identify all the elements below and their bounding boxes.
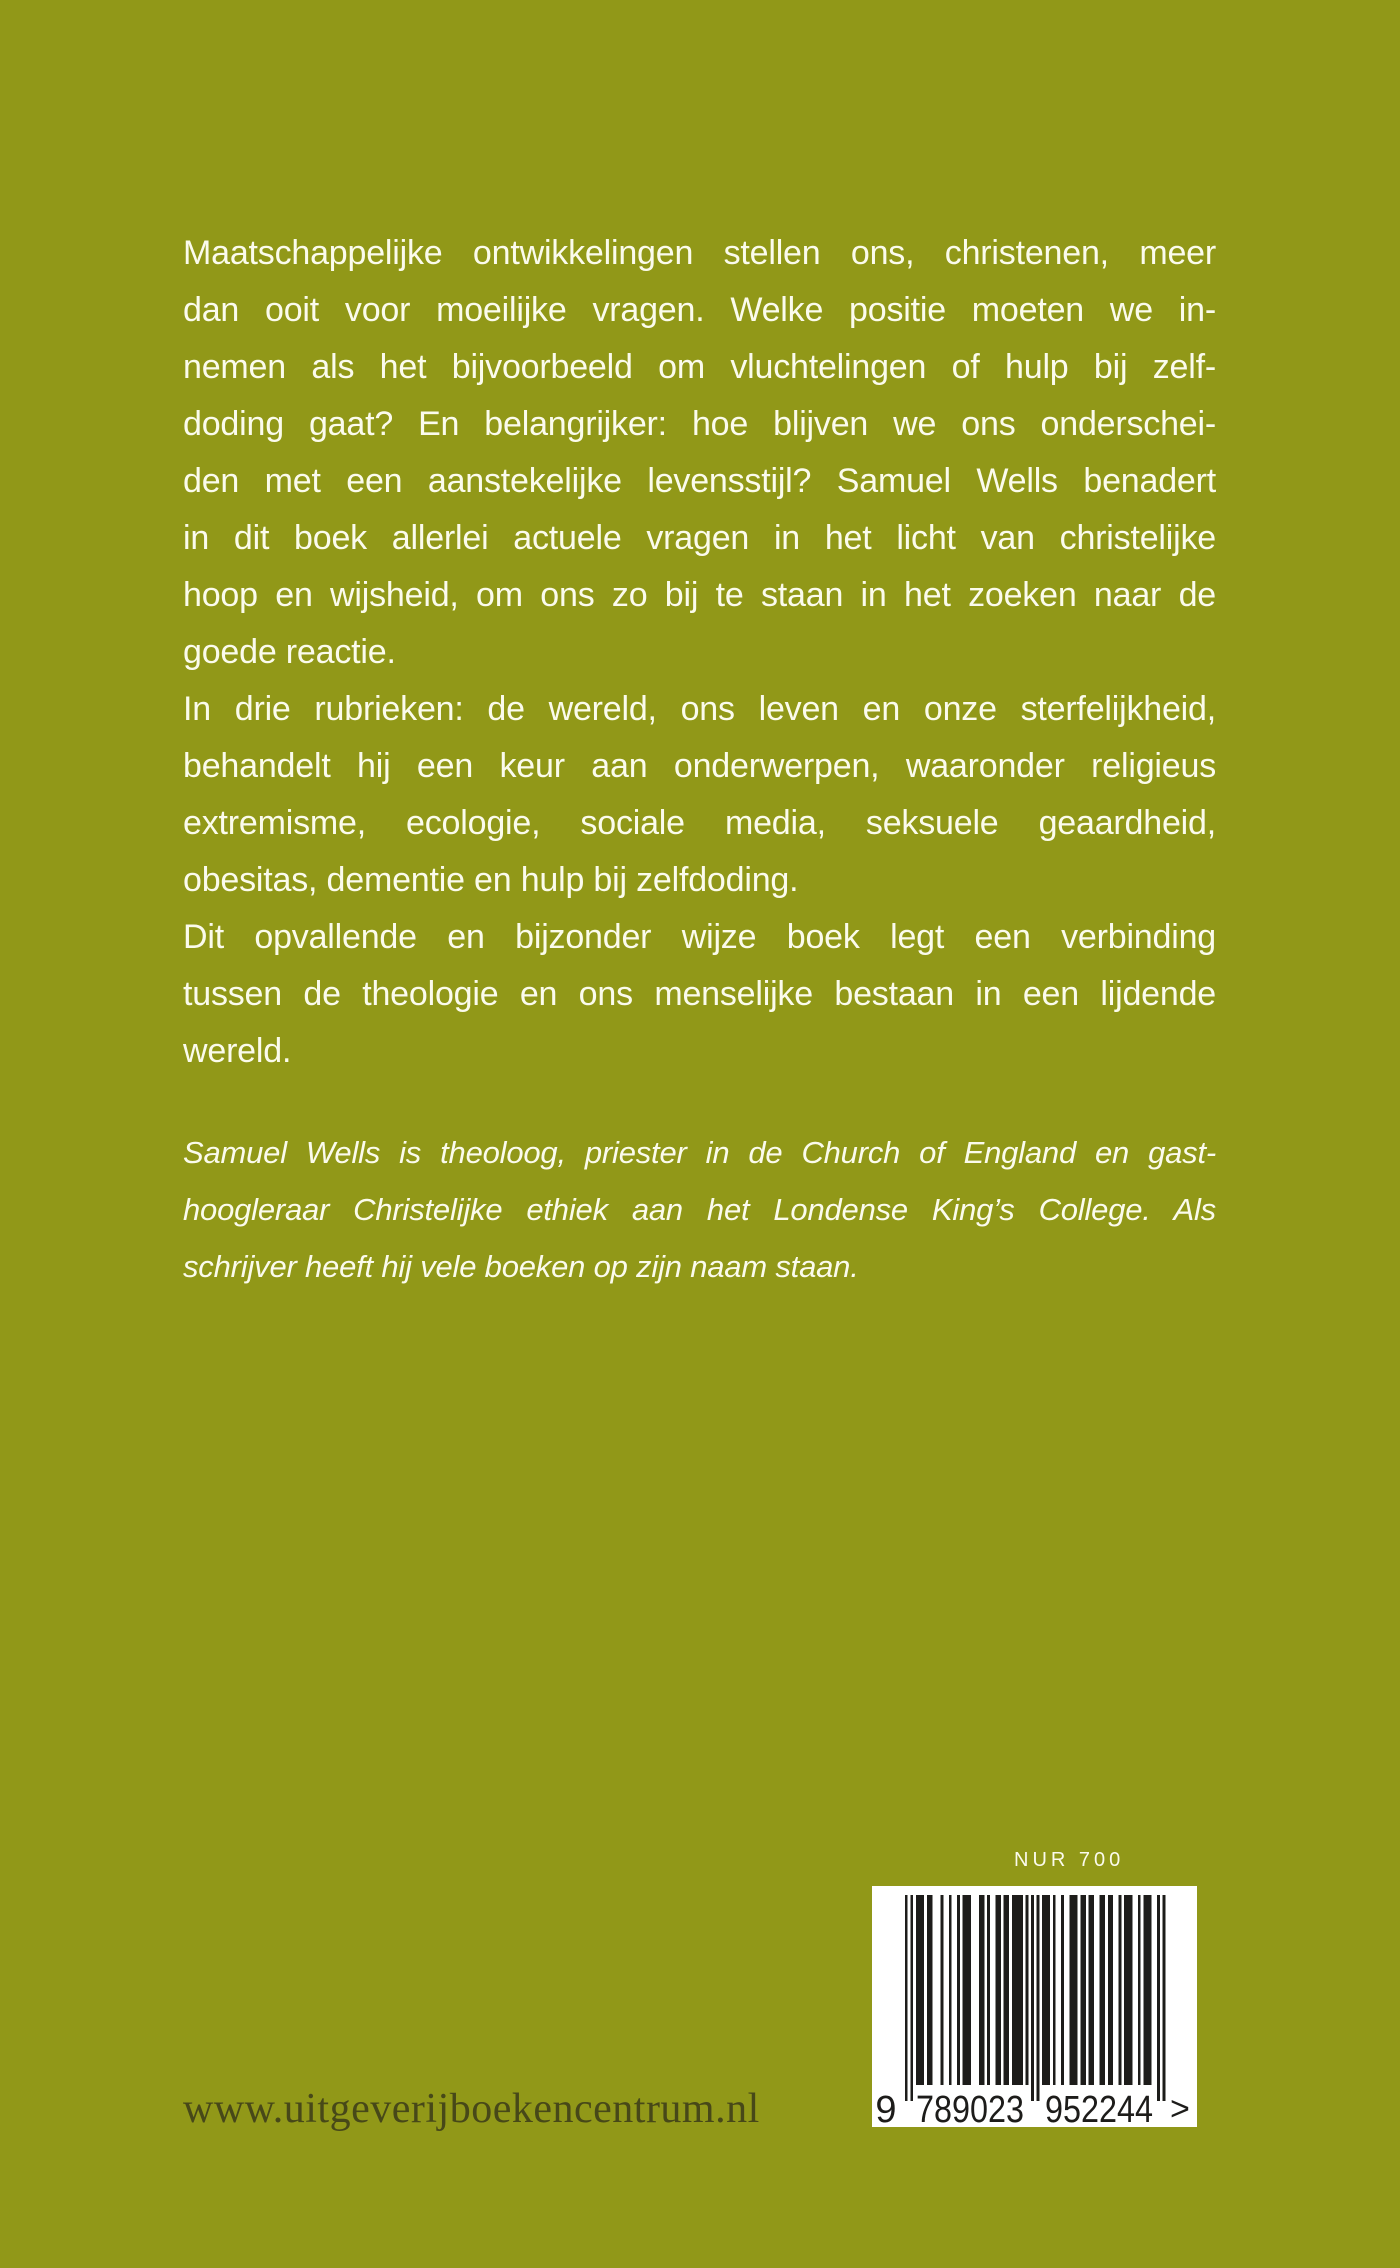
- blurb-line: Maatschappelijke ontwikkelingen stellen ons, christenen, meer: [183, 234, 1216, 272]
- blurb-line: extremisme, ecologie, sociale media, seksuele geaardheid,: [183, 804, 1216, 842]
- barcode-bars: [905, 1895, 1165, 2101]
- blurb-line: obesitas, dementie en hulp bij zelfdoding.: [183, 861, 799, 899]
- blurb-line: nemen als het bijvoorbeeld om vluchtelingen of hulp bij zelf-: [183, 348, 1216, 386]
- blurb-line: doding gaat? En belangrijker: hoe blijven we ons onderschei-: [183, 405, 1216, 443]
- isbn-left-group: 789023: [916, 2089, 1024, 2127]
- blurb-line: Dit opvallende en bijzonder wijze boek legt een verbinding: [183, 918, 1216, 956]
- blurb-line: den met een aanstekelijke levensstijl? Samuel Wells benadert: [183, 462, 1216, 500]
- isbn-right-group: 952244: [1045, 2089, 1153, 2127]
- author-bio-text: [183, 1124, 1216, 1295]
- blurb-line: goede reactie.: [183, 633, 396, 671]
- publisher-website-url: www.uitgeverijboekencentrum.nl: [183, 2086, 760, 2132]
- blurb-text: [183, 225, 1216, 1080]
- blurb-line: behandelt hij een keur aan onderwerpen, waaronder religieus: [183, 747, 1216, 785]
- isbn-lead-digit: 9: [875, 2089, 897, 2127]
- blurb-line: In drie rubrieken: de wereld, ons leven en onze sterfelijkheid,: [183, 690, 1216, 728]
- bio-line: hoogleraar Christelijke ethiek aan het Londense King’s College. Als: [183, 1192, 1216, 1227]
- isbn-barcode: [872, 1886, 1197, 2127]
- blurb-line: tussen de theologie en ons menselijke bestaan in een lijdende: [183, 975, 1216, 1013]
- bio-line: Samuel Wells is theoloog, priester in de Church of England en gast-: [183, 1135, 1216, 1170]
- blurb-line: hoop en wijsheid, om ons zo bij te staan in het zoeken naar de: [183, 576, 1216, 614]
- blurb-line: wereld.: [183, 1032, 292, 1070]
- nur-code-label: NUR 700: [1014, 1849, 1125, 1871]
- isbn-trailer-mark: >: [1170, 2090, 1190, 2127]
- blurb-line: in dit boek allerlei actuele vragen in het licht van christelijke: [183, 519, 1216, 557]
- blurb-line: dan ooit voor moeilijke vragen. Welke positie moeten we in-: [183, 291, 1216, 329]
- bio-line: schrijver heeft hij vele boeken op zijn naam staan.: [183, 1249, 859, 1284]
